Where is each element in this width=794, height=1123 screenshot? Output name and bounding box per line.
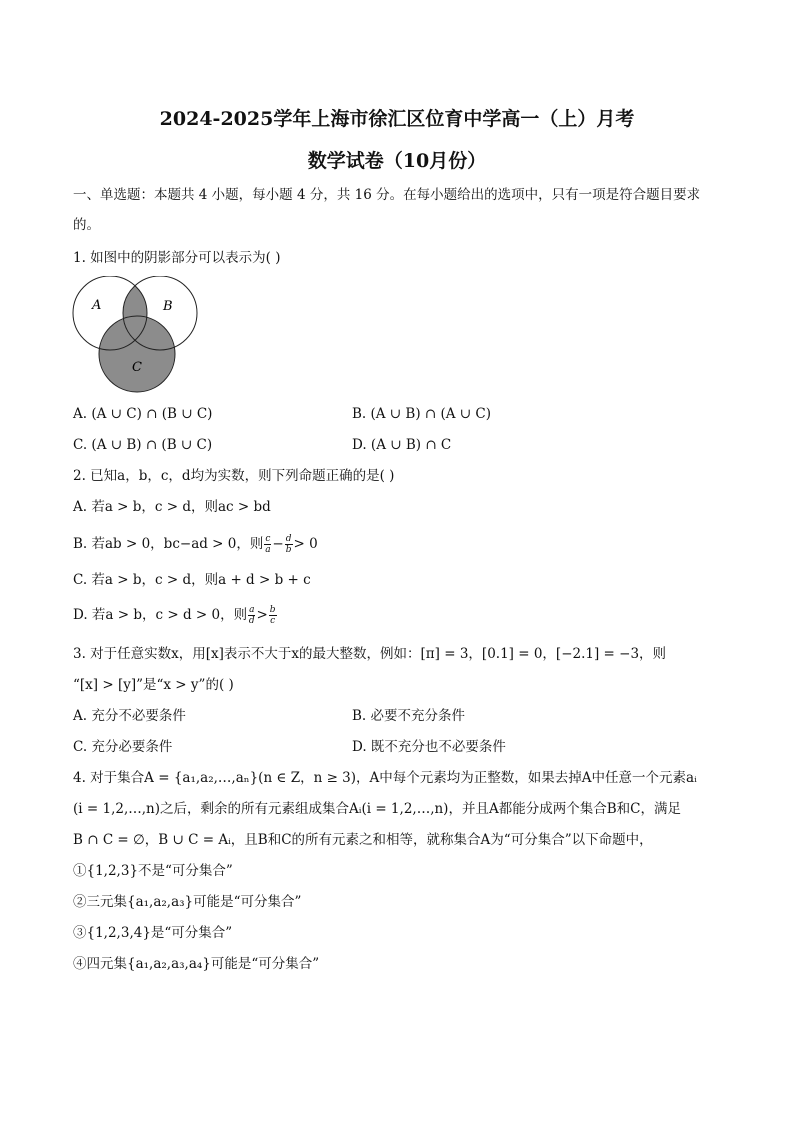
q3-stem-cont: “[x] > [y]”是“x > y”的( ) (73, 677, 234, 693)
q4-stem-cont-1: (i = 1,2,…,n)之后，剩余的所有元素组成集合Aᵢ(i = 1,2,…,n)，并且A都能分成两个集合B和C，满足 (73, 801, 681, 817)
q3-option-b: B. 必要不充分条件 (352, 708, 466, 724)
q1-option-d: D. (A ∪ B) ∩ C (352, 437, 452, 453)
fraction-d-over-b: $\frac{d}{b}$ (285, 534, 292, 555)
q2-stem: 2. 已知a，b，c，d均为实数，则下列命题正确的是( ) (73, 468, 395, 484)
section-heading-cont: 的。 (73, 217, 100, 233)
fraction-b-over-c: $\frac{b}{c}$ (269, 605, 276, 626)
fraction-c-over-a: $\frac{c}{a}$ (265, 534, 271, 555)
q2-option-a: A. 若a > b，c > d，则ac > bd (73, 499, 271, 515)
q1-stem: 1. 如图中的阴影部分可以表示为( ) (73, 250, 281, 266)
q2-option-d: D. 若a > b，c > d > 0，则 $\frac{a}{d}$ > $\frac{b}{c}$ (73, 605, 276, 626)
section-heading: 一、单选题：本题共 4 小题，每小题 4 分，共 16 分。在每小题给出的选项中，只有一项是符合题目要求 (73, 187, 701, 203)
venn-label-c: C (132, 360, 142, 375)
q3-option-d: D. 既不充分也不必要条件 (352, 739, 506, 755)
q3-stem: 3. 对于任意实数x，用[x]表示不大于x的最大整数，例如：[π] = 3，[0.1] = 0，[−2.1] = −3，则 (73, 646, 667, 662)
venn-label-a: A (92, 298, 102, 313)
exam-subtitle: 数学试卷（10月份） (307, 150, 487, 172)
q4-item-1: ①{1,2,3}不是“可分集合” (73, 863, 233, 879)
shaded-region (99, 276, 197, 392)
q4-item-4: ④四元集{a₁,a₂,a₃,a₄}可能是“可分集合” (73, 956, 320, 972)
q4-stem-cont-2: B ∩ C = ∅，B ∪ C = Aᵢ，且B和C的所有元素之和相等，就称集合A为“可分集合”以下命题中， (73, 832, 653, 848)
exam-title: 2024-2025学年上海市徐汇区位育中学高一（上）月考 (159, 108, 635, 130)
q2-option-c: C. 若a > b，c > d，则a + d > b + c (73, 572, 311, 588)
q1-option-b: B. (A ∪ B) ∩ (A ∪ C) (352, 406, 492, 422)
q2-option-b-text: B. 若ab > 0，bc−ad > 0，则 (73, 536, 264, 552)
q4-item-2: ②三元集{a₁,a₂,a₃}可能是“可分集合” (73, 894, 302, 910)
q2-option-b: B. 若ab > 0，bc−ad > 0，则 $\frac{c}{a}$ − $\frac{d}{b}$ > 0 (73, 534, 318, 555)
q3-option-c: C. 充分必要条件 (73, 739, 173, 755)
q4-stem: 4. 对于集合A = {a₁,a₂,…,aₙ}(n ∈ Z，n ≥ 3)，A中每个元素均为正整数，如果去掉A中任意一个元素aᵢ (73, 770, 697, 786)
fraction-a-over-d: $\frac{a}{d}$ (248, 605, 255, 626)
q1-option-c: C. (A ∪ B) ∩ (B ∪ C) (73, 437, 213, 453)
q4-item-3: ③{1,2,3,4}是“可分集合” (73, 925, 233, 941)
venn-label-b: B (163, 299, 173, 314)
venn-diagram (68, 276, 203, 396)
q2-option-d-text: D. 若a > b，c > d > 0，则 (73, 607, 248, 623)
q1-option-a: A. (A ∪ C) ∩ (B ∪ C) (73, 406, 213, 422)
q3-option-a: A. 充分不必要条件 (73, 708, 186, 724)
